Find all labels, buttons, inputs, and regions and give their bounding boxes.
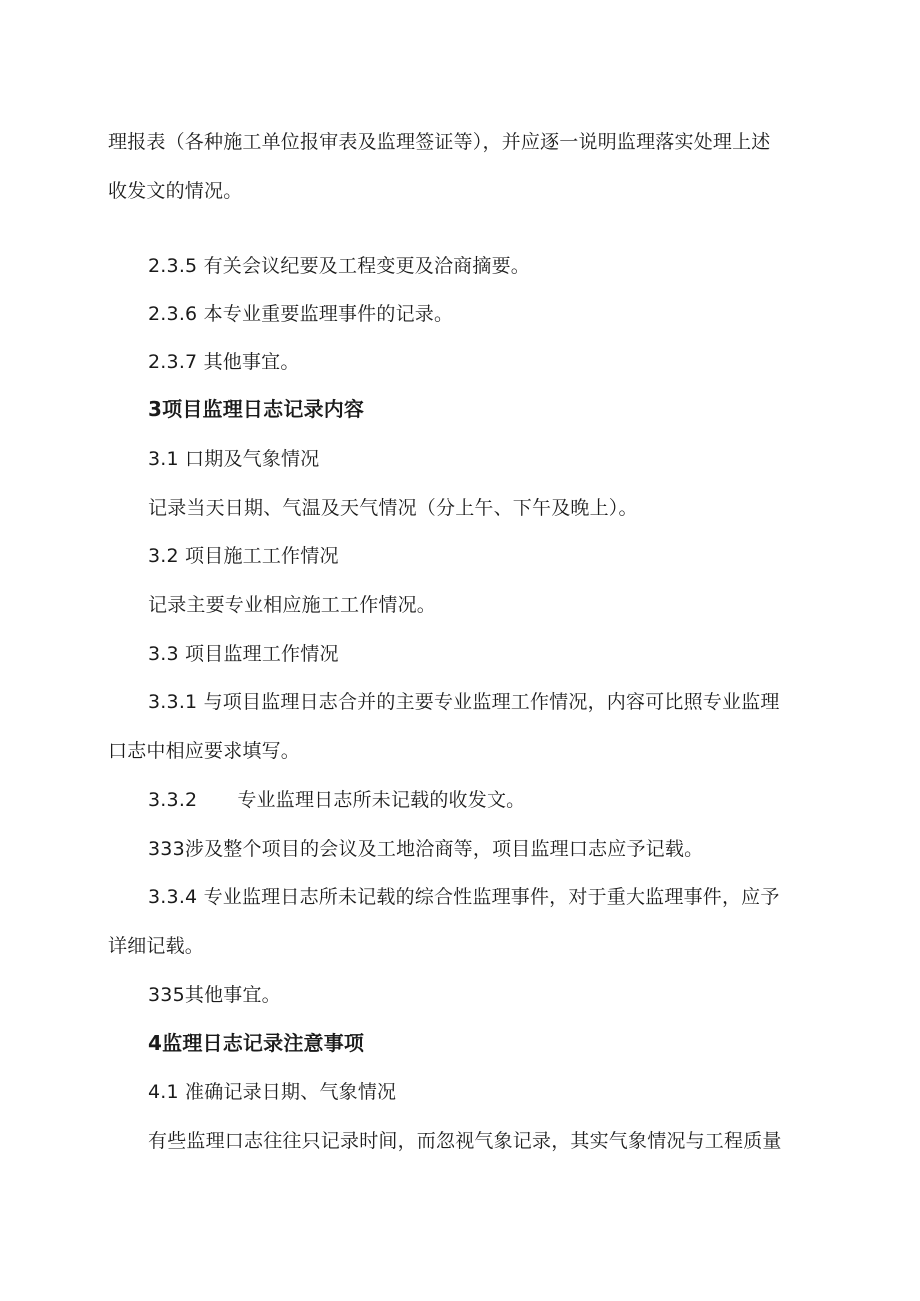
list-item-3-3-2	[148, 788, 525, 812]
list-item-2-3-7: 2.3.7 其他事宜。	[148, 351, 300, 373]
section-heading-3: 3项目监理日志记录内容	[148, 397, 365, 421]
list-item-3-3-1: 3.3.1 与项目监理日志合并的主要专业监理工作情况，内容可比照专业监理	[148, 691, 780, 713]
item-text: 专业监理日志所未记载的收发文。	[237, 789, 526, 811]
item-number: 3.3.2	[148, 789, 198, 811]
subsection-title-3-2: 3.2 项目施工工作情况	[148, 545, 339, 567]
subsection-title-4-1: 4.1 准确记录日期、气象情况	[148, 1081, 397, 1103]
list-item-2-3-6: 2.3.6 本专业重要监理事件的记录。	[148, 303, 454, 325]
list-item-2-3-5: 2.3.5 有关会议纪要及工程变更及洽商摘要。	[148, 255, 530, 277]
paragraph-line: 收发文的情况。	[108, 180, 243, 202]
list-item-3-3-5: 335其他事宜。	[148, 984, 281, 1006]
list-item-3-3-4: 3.3.4 专业监理日志所未记载的综合性监理事件，对于重大监理事件，应予	[148, 886, 780, 908]
paragraph: 记录主要专业相应施工工作情况。	[148, 594, 437, 616]
paragraph: 记录当天日期、气温及天气情况（分上午、下午及晚上）。	[148, 497, 638, 519]
paragraph: 有些监理口志往往只记录时间，而忽视气象记录，其实气象情况与工程质量	[148, 1130, 782, 1152]
paragraph-line: 理报表（各种施工单位报审表及监理签证等），并应逐一说明监理落实处理上述	[108, 131, 771, 153]
list-item-3-3-1-continued: 口志中相应要求填写。	[108, 740, 301, 762]
subsection-title-3-3: 3.3 项目监理工作情况	[148, 643, 339, 665]
subsection-title-3-1: 3.1 口期及气象情况	[148, 448, 320, 470]
list-item-3-3-3: 333涉及整个项目的会议及工地洽商等，项目监理口志应予记载。	[148, 838, 704, 860]
section-heading-4: 4监理日志记录注意事项	[148, 1031, 365, 1055]
list-item-3-3-4-continued: 详细记载。	[108, 935, 205, 957]
